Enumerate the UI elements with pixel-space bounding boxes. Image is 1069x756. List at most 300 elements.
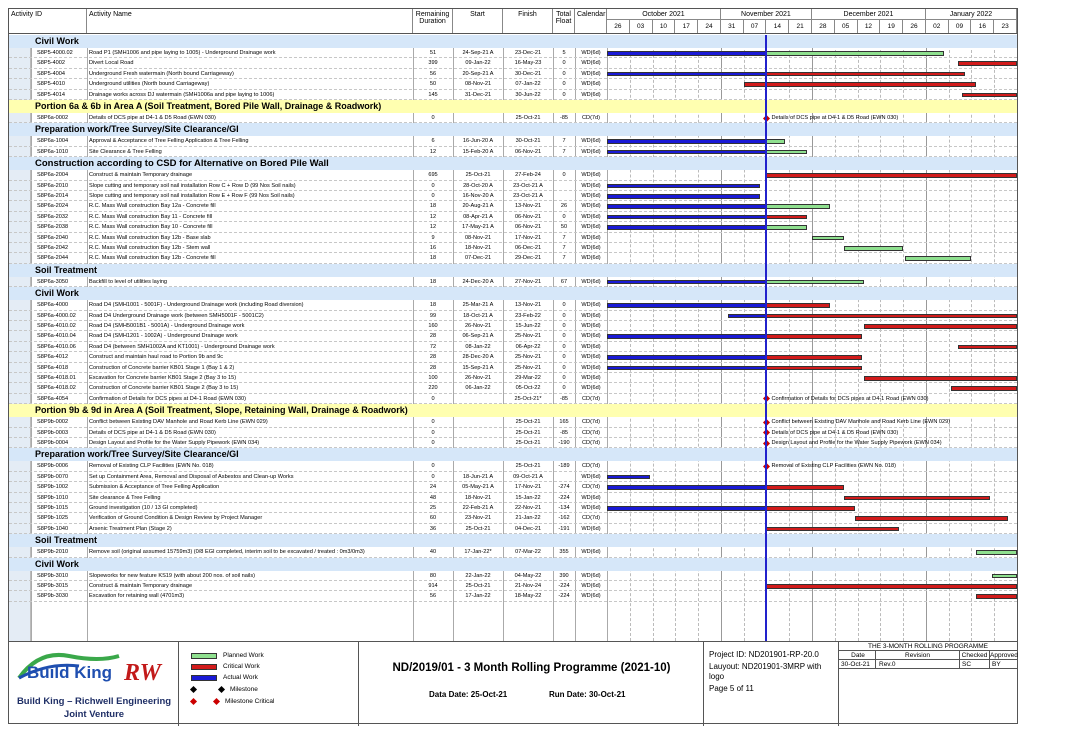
activity-row[interactable] [9,513,1017,523]
activity-finish: 30-Dec-21 [514,70,542,77]
activity-start: 24-Sep-21 A [462,50,494,56]
activity-float: 0 [562,302,566,309]
actual-bar[interactable] [607,506,766,511]
week-label: 19 [880,20,903,33]
activity-start: 09-Jan-22 [465,60,491,67]
legend-critical: Critical Work [191,663,260,670]
activity-row[interactable] [9,547,1017,557]
activity-finish: 21-Jan-22 [515,515,541,522]
activity-finish: 04-May-22 [514,572,542,579]
planned-bar[interactable] [766,280,864,285]
actual-bar[interactable] [607,194,760,199]
header-start[interactable]: Start [453,9,503,33]
activity-dur: 51 [429,50,437,56]
activity-row[interactable] [9,191,1017,201]
activity-name: Verification of Ground Condition & Design Review by Project Manager [89,515,263,522]
critical-bar[interactable] [744,82,976,87]
wbs-section-row[interactable] [9,287,1017,300]
activity-start: 06-Sep-21 A [462,333,494,340]
activity-id: S8P6a-3050 [37,278,69,285]
activity-cal: WD(6d) [581,50,601,56]
activity-name: Slopeworks for new feature KS19 (with about 200 nos. of soil nails) [89,572,256,579]
activity-name: R.C. Mass Wall construction Bay 12b - Base slab [89,234,211,241]
activity-row[interactable] [9,311,1017,321]
month-label: November 2021 [721,9,812,20]
week-label: 21 [789,20,812,33]
activity-float: -85 [559,429,569,436]
activity-row[interactable] [9,571,1017,581]
activity-dur: 28 [429,364,437,371]
planned-bar[interactable] [766,139,784,144]
critical-bar[interactable] [958,61,1017,66]
activity-finish: 15-Jan-22 [515,494,541,501]
activity-dur: 18 [429,203,437,210]
activity-start: 08-Nov-21 [464,234,492,241]
activity-id: S8P6a-1004 [37,138,69,145]
activity-name: Underground utilities (North bound Carriageway) [89,81,210,88]
activity-row[interactable] [9,113,1017,123]
activity-dur: 399 [428,60,438,67]
critical-bar[interactable] [766,303,830,308]
activity-finish: 27-Nov-21 [514,278,542,285]
activity-cal: WD(6d) [581,333,601,340]
planned-bar[interactable] [766,51,944,56]
activity-float: 0 [562,312,566,319]
activity-finish: 25-Oct-21* [514,395,542,402]
activity-start: 28-Oct-20 A [463,182,493,189]
critical-bar[interactable] [855,516,1008,521]
activity-name: Drainage works across DJ watermain (SMH1006a and pipe laying to 1006) [89,91,275,98]
activity-start: 24-Dec-20 A [462,278,494,285]
critical-bar[interactable] [951,386,1017,391]
activity-dur: 25 [429,505,437,511]
activity-id: S8P6a-4018 [37,364,69,371]
critical-bar[interactable] [766,527,898,532]
section-title: Preparation work/Tree Survey/Site Clearance/GI [35,124,239,135]
critical-bar[interactable] [766,506,855,511]
activity-row[interactable] [9,472,1017,482]
critical-bar[interactable] [766,584,1017,589]
actual-bar[interactable] [607,72,766,77]
wbs-section-row[interactable] [9,123,1017,136]
activity-id: S8P6a-2010 [37,182,69,189]
activity-id: S8P6a-2040 [37,234,69,241]
critical-bar[interactable] [962,93,1017,98]
activity-id: S8P9b-1025 [37,515,69,522]
wbs-section-row[interactable] [9,534,1017,547]
activity-row[interactable] [9,48,1017,58]
activity-row[interactable] [9,591,1017,601]
critical-bar[interactable] [864,376,1017,381]
planned-bar[interactable] [766,225,807,230]
activity-id: S8P9b-3010 [37,572,69,579]
week-label: 17 [675,20,698,33]
activity-name: Confirmation of Details for DCS pipes at D4-1 Road (EWN 030) [89,395,246,402]
activity-dur: 145 [428,91,438,98]
activity-name: Approval & Acceptance of Tree Felling Application & Tree Felling [89,138,249,145]
critical-bar[interactable] [766,366,862,371]
activity-id: S8P6a-4012 [37,354,69,361]
wbs-section-row[interactable] [9,558,1017,571]
activity-id: S8P9b-1010 [37,494,69,501]
activity-float: -162 [558,515,570,522]
activity-id: S8P5-4002 [37,60,65,67]
activity-dur: 0 [431,463,435,470]
actual-bar[interactable] [607,485,766,490]
activity-dur: 0 [431,395,435,402]
header-remaining-duration[interactable]: Remaining Duration [413,9,453,33]
legend-actual: Actual Work [191,674,258,681]
activity-row[interactable] [9,58,1017,68]
header-calendar[interactable]: Calendar [575,9,607,33]
activity-row[interactable] [9,331,1017,341]
planned-bar[interactable] [976,550,1017,555]
activity-row[interactable] [9,147,1017,157]
critical-bar[interactable] [766,334,862,339]
activity-name: R.C. Mass Wall construction Bay 12b - Concrete fill [89,255,216,262]
activity-row[interactable] [9,524,1017,534]
activity-row[interactable] [9,201,1017,211]
activity-cal: WD(6d) [581,525,601,532]
rev-header-approved: Approved [990,652,1018,659]
activity-dur: 0 [431,440,435,446]
actual-bar[interactable] [607,355,766,360]
activity-row[interactable] [9,482,1017,492]
activity-id: S8P6a-4000 [37,302,69,309]
activity-finish: 17-Nov-21 [514,234,542,241]
activity-name: Excavation for retaining wall (4701m3) [89,593,185,600]
activity-id: S8P9b-3015 [37,583,69,589]
activity-finish: 15-Jun-22 [515,323,541,329]
activity-row[interactable] [9,428,1017,438]
activity-row[interactable] [9,277,1017,287]
activity-float: 390 [559,572,569,579]
month-label: December 2021 [812,9,926,20]
legend-milestone: Milestone [191,686,258,693]
project-layout: Lauyout: ND201901-3MRP with logo [709,662,822,681]
activity-name: Road D4 (between SMH1002A and KT1001) - Underground Drainage work [89,343,275,350]
rev-checked: SC [959,660,989,669]
legend-milestone-critical: Milestone Critical [191,698,275,705]
activity-start: 18-Nov-21 [464,494,492,501]
activity-row[interactable] [9,321,1017,331]
activity-start [453,417,503,426]
activity-row[interactable] [9,363,1017,373]
actual-bar[interactable] [607,334,766,339]
activity-id: S8P6a-4010.06 [37,343,76,350]
activity-float: -191 [558,525,570,532]
activity-start: 20-Sep-21 A [462,70,494,77]
planned-bar[interactable] [812,236,844,241]
activity-name: Slope cutting and temporary soil nail installation Row E + Row F (99 Nos Soil nails) [89,193,295,199]
actual-bar[interactable] [607,303,766,308]
activity-id: S8P6a-2014 [37,193,69,199]
activity-start: 17-Jan-22* [464,549,492,556]
activity-id: S8P9b-0003 [37,429,69,436]
page-number: Page 5 of 11 [709,684,754,693]
activity-row[interactable] [9,581,1017,591]
section-title: Civil Work [35,288,79,299]
actual-bar[interactable] [607,150,766,155]
activity-dur: 80 [429,572,437,579]
activity-float: -224 [558,494,570,501]
rev-header-date: Date [851,652,865,659]
activity-start: 25-Oct-21 [465,583,491,589]
activity-row[interactable] [9,417,1017,427]
activity-float: -224 [558,583,570,589]
title-box [359,642,704,726]
section-title: Soil Treatment [35,535,98,546]
activity-start: 08-Nov-21 [464,81,492,88]
activity-start: 26-Nov-21 [464,375,492,381]
activity-row[interactable] [9,212,1017,222]
activity-start: 08-Apr-21 A [463,213,493,220]
activity-dur: 0 [431,429,435,436]
activity-id: S8P6a-4010.04 [37,333,76,340]
activity-id: S8P6a-4054 [37,395,69,402]
activity-cal: WD(6d) [581,182,601,189]
activity-float [553,181,575,190]
activity-start [453,428,503,437]
activity-row[interactable] [9,181,1017,191]
critical-bar[interactable] [766,173,1017,178]
activity-cal: WD(6d) [581,549,601,556]
activity-id: S8P6a-2038 [37,224,69,231]
activity-dur: 28 [429,354,437,361]
activity-float: 26 [560,203,568,210]
logo-brand-1: Build King [27,663,112,682]
activity-name: R.C. Mass Wall construction Bay 12b - Stem wall [89,245,211,251]
actual-bar[interactable] [607,51,766,56]
column-header [9,9,1017,34]
activity-start: 15-Sep-21 A [462,364,494,371]
activity-finish: 30-Oct-21 [515,138,541,145]
planned-bar[interactable] [992,574,1017,579]
activity-row[interactable] [9,503,1017,513]
week-label: 12 [858,20,881,33]
actual-bar[interactable] [607,225,766,230]
activity-cal: CD(7d) [581,440,601,446]
actual-bar[interactable] [607,366,766,371]
wbs-section-row[interactable] [9,404,1017,417]
header-activity-id[interactable]: Activity ID [9,9,87,33]
actual-bar[interactable] [607,139,766,144]
activity-dur: 72 [429,343,437,350]
activity-start: 18-Jun-21 A [462,473,494,480]
week-label: 24 [698,20,721,33]
planned-bar[interactable] [766,150,807,155]
activity-id: S8P6a-2044 [37,255,69,262]
activity-start: 22-Feb-21 A [462,505,494,511]
activity-start: 28-Dec-20 A [462,354,494,361]
activity-row[interactable] [9,342,1017,352]
legend-box [179,642,359,726]
activity-dur: 36 [429,525,437,532]
activity-name: Ground investigation (10 / 13 GI completed) [89,505,198,511]
activity-id: S8P6a-2004 [37,172,69,179]
activity-float: 0 [562,60,566,67]
wbs-section-row[interactable] [9,157,1017,170]
activity-row[interactable] [9,79,1017,89]
actual-bar[interactable] [607,204,766,209]
activity-cal: WD(6d) [581,234,601,241]
activity-start: 05-May-21 A [462,484,494,491]
activity-id: S8P9b-3030 [37,593,69,600]
milestone-label: Details of DCS pipe at D4-1 & D5 Road (EWN 030) [771,429,899,436]
activity-name: Construct and maintain haul road to Portion 9b and 9c [89,354,224,361]
planned-bar[interactable] [766,204,830,209]
planned-bar[interactable] [905,256,971,261]
activity-row[interactable] [9,233,1017,243]
header-total-float[interactable]: Total Float [553,9,575,33]
critical-bar[interactable] [766,355,862,360]
activity-row[interactable] [9,383,1017,393]
critical-bar[interactable] [766,485,843,490]
data-date-line [765,35,767,641]
activity-dur: 99 [429,312,437,319]
activity-name: Design Layout and Profile for the Water Supply Pipework (EWN 034) [89,440,260,446]
activity-dur: 0 [431,473,435,480]
milestone-label: Design Layout and Profile for the Water Supply Pipework (EWN 034) [771,440,942,446]
activity-start: 06-Jan-22 [465,385,491,392]
activity-name: Construction of Concrete barrier KB01 Stage 2 (Bay 3 to 15) [89,385,239,392]
activity-name: Road D4 (SMH5001B1 - 5001A) - Underground Drainage work [89,323,245,329]
header-finish[interactable]: Finish [503,9,553,33]
activity-finish: 29-Mar-22 [515,375,541,381]
activity-id: S8P6a-4000.02 [37,312,76,319]
activity-name: R.C. Mass Wall construction Bay 12a - Concrete fill [89,203,216,210]
actual-bar[interactable] [607,475,650,480]
week-label: 09 [949,20,972,33]
milestone-label: Details of DCS pipe at D4-1 & D5 Road (EWN 030) [771,115,899,121]
activity-name: Slope cutting and temporary soil nail installation Row C + Row D (99 Nos Soil nails) [89,182,296,189]
activity-float: -134 [558,505,570,511]
activity-row[interactable] [9,438,1017,448]
activity-float [553,472,575,481]
activity-row[interactable] [9,170,1017,180]
activity-float: 0 [562,354,566,361]
activity-start: 18-Oct-21 A [463,312,493,319]
activity-id: S8P6a-4018.01 [37,375,76,381]
activity-row[interactable] [9,394,1017,404]
actual-bar[interactable] [607,184,760,189]
activity-row[interactable] [9,461,1017,471]
activity-start: 07-Dec-21 [464,255,492,262]
critical-bar[interactable] [864,324,1017,329]
actual-bar[interactable] [728,314,767,319]
activity-dur: 12 [429,148,437,155]
activity-cal: WD(6d) [581,343,601,350]
actual-bar[interactable] [607,215,766,220]
critical-bar[interactable] [844,496,990,501]
activity-start: 25-Mar-21 A [462,302,494,309]
activity-id: S8P6a-2042 [37,245,69,251]
footer [9,641,1017,725]
activity-name: Details of DCS pipe at D4-1 & D5 Road (EWN 030) [89,115,216,121]
activity-float: 50 [560,224,568,231]
critical-bar[interactable] [976,594,1017,599]
data-date: Data Date: 25-Oct-21 [429,690,508,699]
week-label: 28 [812,20,835,33]
activity-name: Excavation for Concrete barrier KB01 Stage 2 (Bay 3 to 15) [89,375,237,381]
activity-dur: 220 [428,385,438,392]
activity-cal: WD(6d) [581,572,601,579]
wbs-section-row[interactable] [9,448,1017,461]
activity-dur: 60 [429,515,437,522]
header-activity-name[interactable]: Activity Name [87,9,413,33]
activity-dur: 16 [429,245,437,251]
activity-id: S8P6a-0002 [37,115,69,121]
week-label: 23 [994,20,1017,33]
activity-finish: 25-Oct-21 [515,440,541,446]
activity-start: 25-Oct-21 [465,172,491,179]
wbs-section-row[interactable] [9,264,1017,277]
activity-cal: CD(7d) [581,395,601,402]
activity-finish: 25-Oct-21 [515,419,541,426]
actual-bar[interactable] [607,280,766,285]
activity-dur: 48 [429,494,437,501]
activity-cal: WD(6d) [581,302,601,309]
month-label: October 2021 [607,9,721,20]
activity-cal: WD(6d) [581,203,601,210]
rev-number: Rev.0 [875,660,959,669]
activity-float: -274 [558,484,570,491]
activity-row[interactable] [9,253,1017,263]
activity-id: S8P6a-2024 [37,203,69,210]
activity-finish: 18-May-22 [514,593,542,600]
activity-row[interactable] [9,493,1017,503]
activity-finish: 25-Nov-21 [514,333,542,340]
activity-row[interactable] [9,243,1017,253]
activity-row[interactable] [9,352,1017,362]
activity-float: 0 [562,70,566,77]
activity-cal: WD(6d) [581,81,601,88]
activity-name: Conflict between Existing DAV Manhole and Road Kerb Line (EWN 029) [89,419,268,426]
activity-start [453,438,503,447]
section-title: Portion 6a & 6b in Area A (Soil Treatment, Bored Pile Wall, Drainage & Roadwork) [35,101,382,111]
activity-name: Site Clearance & Tree Felling [89,148,162,155]
critical-bar[interactable] [766,215,807,220]
critical-bar[interactable] [766,72,964,77]
activity-finish: 30-Jun-22 [515,91,541,98]
activity-row[interactable] [9,69,1017,79]
activity-dur: 914 [428,583,438,589]
activity-cal: WD(6d) [581,312,601,319]
activity-finish: 05-Oct-22 [515,385,541,392]
activity-row[interactable] [9,222,1017,232]
schedule-page [8,8,1018,724]
activity-cal: CD(7d) [581,419,601,426]
activity-float: 0 [562,364,566,371]
activity-start: 22-Jan-22 [465,572,491,579]
activity-row[interactable] [9,90,1017,100]
activity-row[interactable] [9,300,1017,310]
wbs-section-row[interactable] [9,100,1017,113]
activity-dur: 18 [429,278,437,285]
activity-start: 20-Aug-21 A [462,203,494,210]
critical-bar[interactable] [766,314,1017,319]
activity-name: Submission & Acceptance of Tree Felling Application [89,484,220,491]
activity-dur: 18 [429,255,437,262]
planned-bar[interactable] [844,246,903,251]
activity-row[interactable] [9,136,1017,146]
activity-cal: WD(6d) [581,148,601,155]
wbs-section-row[interactable] [9,35,1017,48]
activity-float: 0 [562,385,566,392]
critical-bar[interactable] [958,345,1017,350]
legend-planned: Planned Work [191,652,264,659]
activity-row[interactable] [9,373,1017,383]
